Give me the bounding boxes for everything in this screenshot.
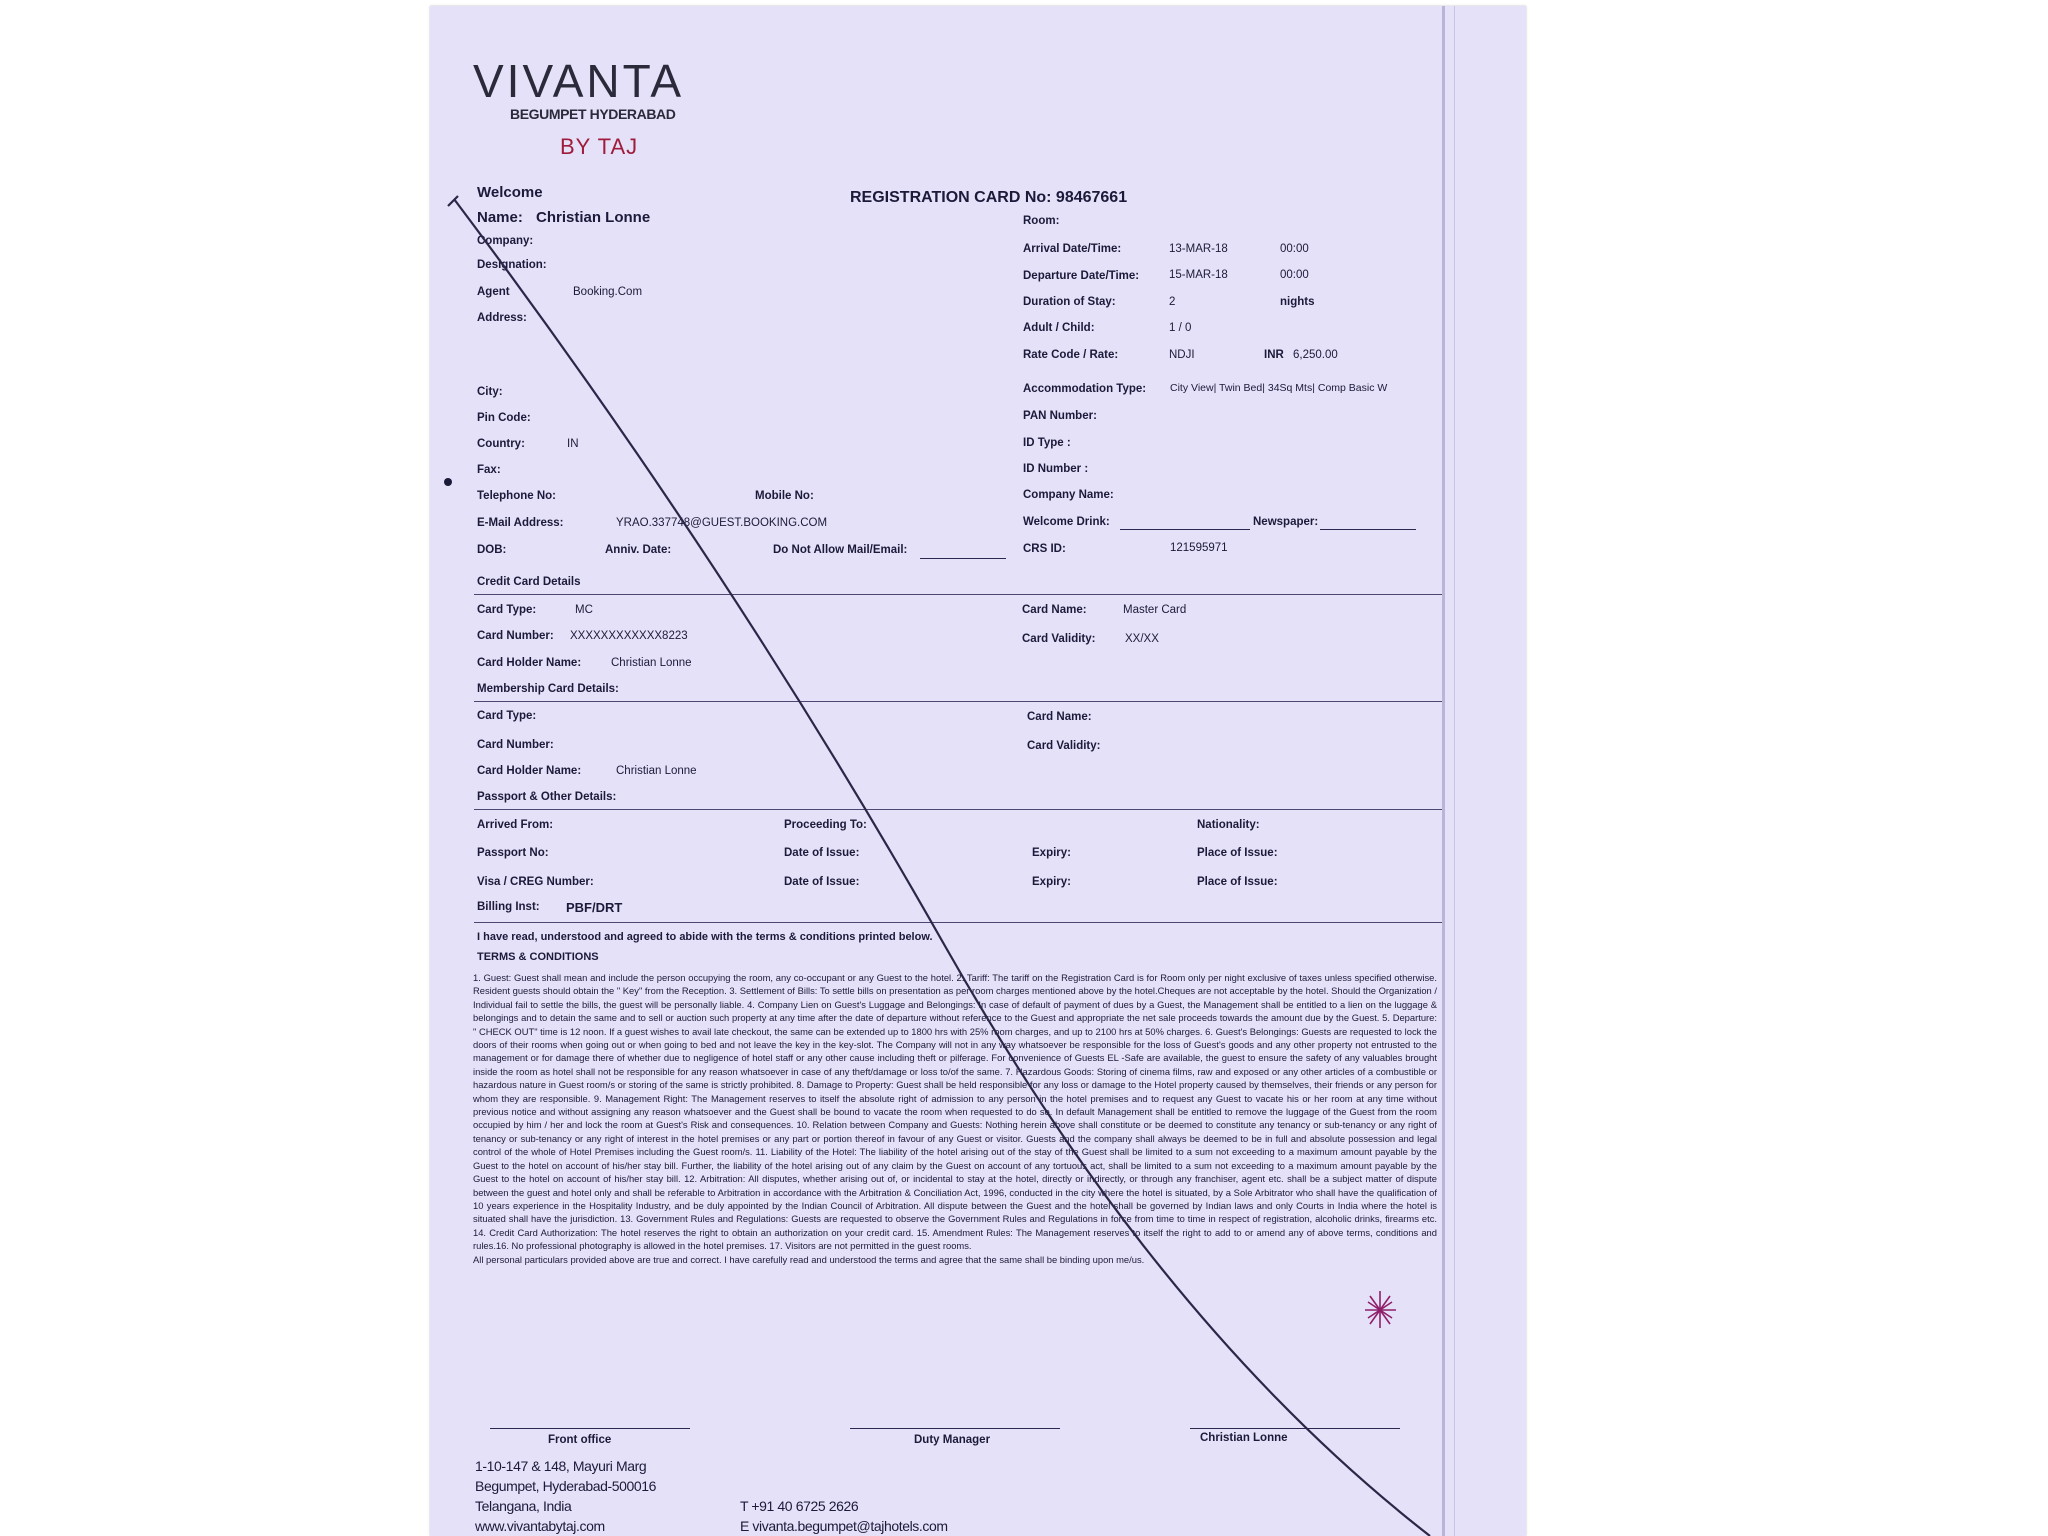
billing-value: PBF/DRT [566,900,623,915]
hotel-location: BEGUMPET HYDERABAD [510,106,676,122]
id-type-label: ID Type : [1023,437,1071,449]
card-type-label: Card Type: [477,604,537,616]
company-label: Company: [477,235,534,247]
punch-hole-dot [444,478,452,486]
address-line-1: 1-10-147 & 148, Mayuri Marg [475,1458,647,1474]
place-of-issue-label: Place of Issue: [1197,847,1278,859]
company-name-label: Company Name: [1023,489,1114,501]
hotel-logo-name: VIVANTA [473,55,684,107]
arrival-label: Arrival Date/Time: [1023,243,1122,255]
card-validity-label: Card Validity: [1022,633,1096,645]
address-label: Address: [477,312,527,324]
duration-value: 2 [1169,296,1176,308]
country-label: Country: [477,438,525,450]
departure-time: 00:00 [1280,269,1309,281]
welcome-drink-label: Welcome Drink: [1023,516,1110,528]
accommodation-label: Accommodation Type: [1023,383,1147,395]
rate-currency: INR [1264,349,1284,361]
newspaper-label: Newspaper: [1253,516,1319,528]
cancellation-stroke [430,6,1526,1536]
card-number-value: XXXXXXXXXXXX8223 [570,630,688,642]
card-name-label: Card Name: [1022,604,1087,616]
credit-card-heading: Credit Card Details [477,576,581,588]
phone-number: T +91 40 6725 2626 [740,1498,859,1514]
hotel-tagline: BY TAJ [560,134,639,159]
guest-signature-label: Christian Lonne [1200,1432,1288,1444]
visa-place-of-issue-label: Place of Issue: [1197,876,1278,888]
address-line-2: Begumpet, Hyderabad-500016 [475,1478,657,1494]
departure-date: 15-MAR-18 [1169,269,1228,281]
adult-child-value: 1 / 0 [1169,322,1192,334]
registration-card-title: REGISTRATION CARD No: 98467661 [850,189,1128,206]
crs-id-value: 121595971 [1170,542,1228,554]
agent-value: Booking.Com [573,286,643,298]
proceeding-to-label: Proceeding To: [784,819,867,831]
terms-text: 1. Guest: Guest shall mean and include the person occupying the room, any co-occupant or any Guest to the hotel. 2. Tariff: The tariff on the Registration Card is for Room only per night exclusive of taxes unless specified otherwise. Resident guests should obtain the " Key" from the Reception. 3. Settlement of Bills: To settle bills on presentation as per room charges mentioned above by the hotel.Cheques are not acceptable by the hotel. Should the Organization / Individual fail to settle the bills, the guest will be personally liable. 4. Company Lien on Guest's Luggage and Belongings: In case of default of payment of dues by a Guest, the Management shall be entitled to a lien on the luggage & belongings and to detain the same and to sell or auction such property at any time after the date of departure without reference to the Guest and appropriate the net sale proceeds towards the amount due by the Guest. 5. Departure: " CHECK OUT" time is 12 noon. If a guest wishes to avail late checkout, the same can be extended up to 1800 hrs with 25% room charges, and up to 2100 hrs at 50% charges. 6. Guest's Belongings: Guests are requested to lock the doors of their rooms when going out or when going to bed and not leave the key in the key-slot. The Company will not in any way whatsoever be responsible for the loss of Guest's goods and any other property not entrusted to the management or for damage there of whether due to negligence of hotel staff or any other cause including theft or pilferage. For convenience of Guests EL -Safe are available, the guest to ensure the safety of any valuables brought inside the room as hotel shall not be responsible for any reason whatsoever in case of any theft/damage or loss to/of the same. 7. Hazardous Goods: Storing of cinema films, raw and exposed or any other articles of a combustible or hazardous nature in Guest room/s or storing of the same is strictly prohibited. 8. Damage to Property: Guest shall be held responsible for any loss or damage to the Hotel property caused by themselves, their friends or any person for whom they are responsible. 9. Management Right: The Management reserves to itself the absolute right of admission to any person in the hotel premises and to request any Guest to vacate his or her room at any time without previous notice and without assigning any reason whatsoever and the Guest shall be bound to vacate the room when requested to do so. In default Management shall be entitled to remove the luggage of the Guest from the room occupied by him / her and lock the room at Guest's Risk and consequences. 10. Relation between Company and Guests: Nothing herein above shall constitute or be deemed to constitute any tenancy or sub-tenancy or any right of tenancy or sub-tenancy or any right of interest in the hotel premises or any part or portion thereof in favour of any Guest or visitor. Guests and the company shall always be deemed to be in full and absolute possession and legal control of the whole of Hotel Premises including the Guest room/s. 11. Liability of the Hotel: The liability of the hotel arising out of the stay of the Guest shall be limited to a sum not exceeding to a maximum amount payable by the Guest to the hotel on account of his/her stay bill. Further, the liability of the hotel arising out of any claim by the Guest on account of any tortuous act, shall be limited to a sum not exceeding to a maximum amount payable by the Guest to the hotel on account of his/her stay bill. 12. Arbitration: All disputes, whether arising out of, or incidental to stay at the hotel, directly or indirectly, or through any franchiser, agent etc. shall be a subject matter of dispute between the guest and hotel only and shall be referable to Arbitration in accordance with the Arbitration & Conciliation Act, 1996, conducted in the city where the hotel is situated, by a Sole Arbitrator who shall have the qualification of 10 years experience in the Hospitality Industry, and be duly appointed by the Indian Council of Arbitration. All dispute between the Guest and the hotel shall be governed by Indian laws and only Courts in India where the hotel is situated shall have the jurisdiction. 13. Government Rules and Regulations: Guests are requested to observe the Government Rules and Regulations in force from time to time in respect of registration, alcoholic drinks, firearms etc. 14. Credit Card Authorization: The hotel reserves the right to obtain an authorization on your credit card. 15. Amendment Rules: The Management reserves to itself the right to add to or amend any of above terms, conditions and rules.16. No professional photography is allowed in the hotel premises. 17. Visitors are not permitted in the guest rooms. [473,972,1437,1252]
card-holder-value: Christian Lonne [611,657,692,669]
card-name-value: Master Card [1123,604,1187,616]
declaration-text: All personal particulars provided above are true and correct. I have carefully read and understood the terms and agree that the same shall be binding upon me/us. [473,1253,1145,1265]
designation-label: Designation: [477,259,547,271]
registration-card-page [430,6,1526,1536]
mobile-label: Mobile No: [755,490,814,502]
stamp-mark-icon [1365,1291,1396,1328]
pin-code-label: Pin Code: [477,412,531,424]
membership-holder-value: Christian Lonne [616,765,697,777]
email-value: YRAO.337748@GUEST.BOOKING.COM [616,517,828,529]
arrived-from-label: Arrived From: [477,819,554,831]
city-label: City: [477,386,503,398]
visa-expiry-label: Expiry: [1032,876,1071,888]
visa-date-of-issue-label: Date of Issue: [784,876,860,888]
anniversary-label: Anniv. Date: [605,544,672,556]
agent-label: Agent [477,286,510,298]
card-validity-value: XX/XX [1125,633,1159,645]
email-link[interactable]: E vivanta.begumpet@tajhotels.com [740,1518,948,1534]
email-label: E-Mail Address: [477,517,564,529]
rate-value: 6,250.00 [1293,349,1338,361]
membership-type-label: Card Type: [477,710,537,722]
nationality-label: Nationality: [1197,819,1260,831]
card-holder-label: Card Holder Name: [477,657,582,669]
fax-label: Fax: [477,464,501,476]
membership-heading: Membership Card Details: [477,683,619,695]
terms-heading: TERMS & CONDITIONS [477,951,599,963]
visa-label: Visa / CREG Number: [477,876,594,888]
dob-label: DOB: [477,544,507,556]
accommodation-value: City View| Twin Bed| 34Sq Mts| Comp Basic W [1170,382,1388,394]
arrival-time: 00:00 [1280,243,1309,255]
adult-child-label: Adult / Child: [1023,322,1095,334]
crs-id-label: CRS ID: [1023,543,1066,555]
front-office-label: Front office [548,1434,612,1446]
passport-no-label: Passport No: [477,847,549,859]
duration-label: Duration of Stay: [1023,296,1116,308]
billing-label: Billing Inst: [477,901,540,913]
pan-label: PAN Number: [1023,410,1097,422]
id-number-label: ID Number : [1023,463,1089,475]
room-label: Room: [1023,215,1060,227]
rate-label: Rate Code / Rate: [1023,349,1119,361]
welcome-text: Welcome [477,184,543,201]
nights-label: nights [1280,296,1315,308]
expiry-label: Expiry: [1032,847,1071,859]
membership-validity-label: Card Validity: [1027,740,1101,752]
departure-label: Departure Date/Time: [1023,270,1140,282]
rate-code: NDJI [1169,349,1195,361]
address-line-3: Telangana, India [475,1498,572,1514]
website-link[interactable]: www.vivantabytaj.com [475,1518,605,1534]
membership-name-label: Card Name: [1027,711,1092,723]
pen-stroke [448,196,1430,1536]
date-of-issue-label: Date of Issue: [784,847,860,859]
no-mail-label: Do Not Allow Mail/Email: [773,544,908,556]
guest-name-value: Christian Lonne [536,209,651,226]
duty-manager-label: Duty Manager [914,1434,991,1446]
card-number-label: Card Number: [477,630,554,642]
arrival-date: 13-MAR-18 [1169,243,1228,255]
agreement-statement: I have read, understood and agreed to abide with the terms & conditions printed below. [477,931,933,943]
membership-holder-label: Card Holder Name: [477,765,582,777]
country-value: IN [567,438,579,450]
card-type-value: MC [575,604,593,616]
passport-heading: Passport & Other Details: [477,791,617,803]
membership-number-label: Card Number: [477,739,554,751]
guest-name-label: Name: [477,209,523,226]
telephone-label: Telephone No: [477,490,557,502]
